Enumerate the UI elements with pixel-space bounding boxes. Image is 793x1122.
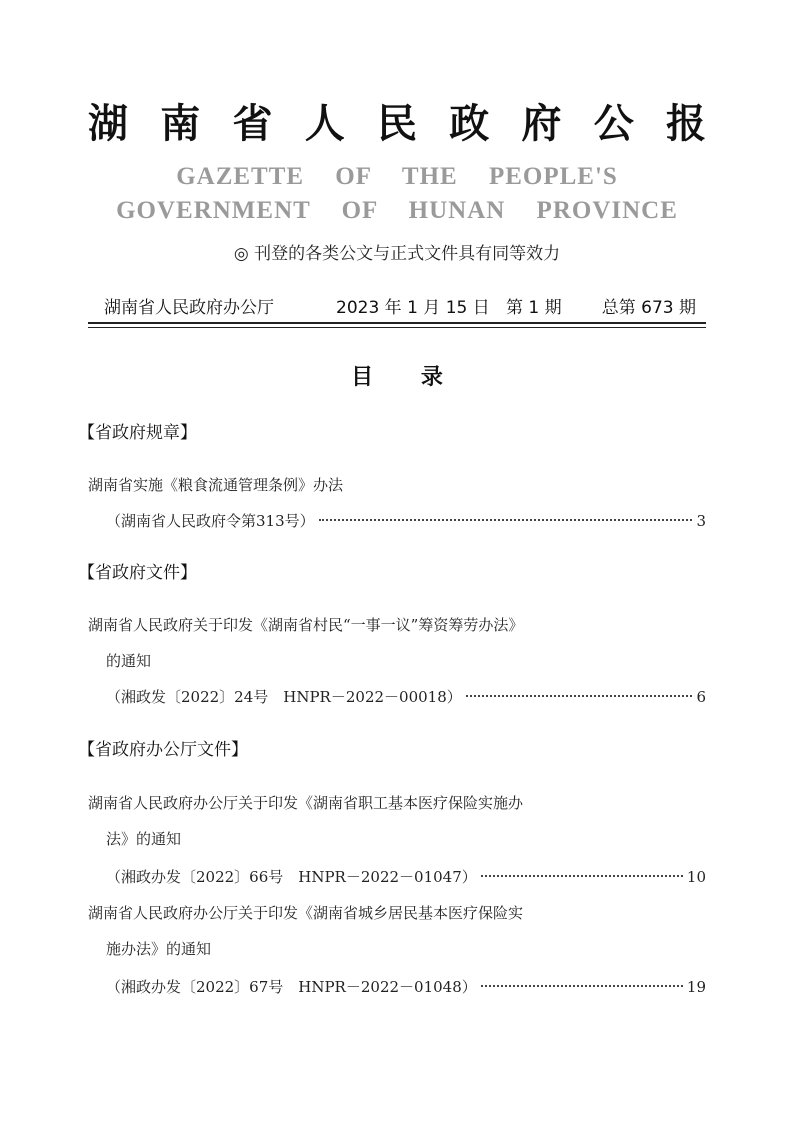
toc-entry-title-cont[interactable]: 施办法》的通知: [106, 940, 212, 958]
title-char: 报: [666, 100, 706, 147]
toc-entry-title-cont[interactable]: 的通知: [106, 652, 152, 670]
toc-entry-title[interactable]: 湖南省人民政府办公厅关于印发《湖南省职工基本医疗保险实施办: [88, 794, 524, 812]
title-char: 府: [521, 100, 562, 147]
gazette-title-cn: [88, 98, 706, 150]
header-rule-thin: [88, 327, 706, 328]
toc-entry-ref: （湘政办发〔2022〕67号 HNPR－2022－01048）: [106, 978, 477, 996]
toc-entry-ref: （湘政办发〔2022〕66号 HNPR－2022－01047）: [106, 868, 477, 886]
total-issue-number: 总第 673 期: [601, 298, 696, 318]
title-char: 省: [232, 100, 273, 147]
issue-info: [88, 294, 706, 322]
toc-entry-title-cont[interactable]: 法》的通知: [106, 830, 182, 848]
toc-section-heading: 【省政府规章】: [78, 423, 197, 443]
gazette-title-en-line2: GOVERNMENT OF HUNAN PROVINCE: [116, 197, 678, 224]
toc-entry-title[interactable]: 湖南省人民政府办公厅关于印发《湖南省城乡居民基本医疗保险实: [88, 904, 524, 922]
toc-entry-ref-line[interactable]: [106, 976, 706, 998]
toc-entry-title[interactable]: 湖南省实施《粮食流通管理条例》办法: [88, 476, 344, 494]
gazette-title-en-line1: GAZETTE OF THE PEOPLE'S: [176, 163, 618, 190]
issuing-office: 湖南省人民政府办公厅: [104, 298, 274, 318]
title-char: 南: [160, 100, 201, 147]
title-char: 公: [593, 100, 634, 147]
title-char: 民: [377, 100, 417, 147]
toc-entry-ref-line[interactable]: [106, 510, 706, 532]
toc-entry-ref: （湖南省人民政府令第313号）: [106, 512, 315, 530]
toc-entry-ref-line[interactable]: [106, 686, 706, 708]
dot-leader: [481, 985, 683, 987]
dot-leader: [481, 875, 683, 877]
toc-entry-ref-line[interactable]: [106, 866, 706, 888]
toc-entry-title[interactable]: 湖南省人民政府关于印发《湖南省村民“一事一议”筹资筹劳办法》: [88, 616, 524, 634]
title-char: 政: [449, 100, 490, 147]
validity-note: ◎ 刊登的各类公文与正式文件具有同等效力: [233, 244, 561, 264]
toc-title: 目 录: [351, 364, 443, 390]
toc-entry-page: 3: [696, 512, 706, 530]
dot-leader: [319, 519, 693, 521]
title-char: 人: [304, 100, 345, 147]
issue-number: 第 1 期: [506, 298, 562, 318]
toc-section-heading: 【省政府文件】: [78, 563, 197, 583]
dot-leader: [466, 695, 693, 697]
header-rule-thick: [88, 322, 706, 324]
toc-entry-page: 19: [686, 978, 706, 996]
issue-date: 2023 年 1 月 15 日: [336, 298, 490, 318]
title-char: 湖: [88, 100, 128, 147]
toc-entry-ref: （湘政发〔2022〕24号 HNPR－2022－00018）: [106, 688, 462, 706]
toc-entry-page: 10: [686, 868, 706, 886]
toc-section-heading: 【省政府办公厅文件】: [78, 740, 248, 760]
toc-entry-page: 6: [696, 688, 706, 706]
